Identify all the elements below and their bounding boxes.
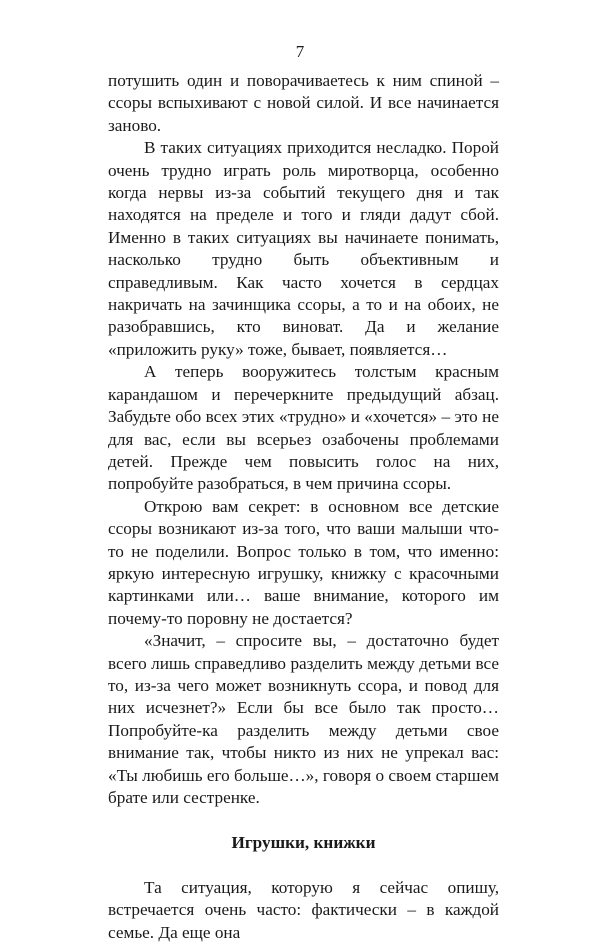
paragraph: В таких ситуациях приходится несладко. Порой очень трудно играть роль миротворца, особенно когда нервы из-за событий текущего дня и так находятся на пределе и того и гляди дадут сбой. Именно в таких ситуациях вы начинаете понимать, насколько трудно быть объективным и справедливым. Как часто хочется в сердцах накричать на зачинщика ссоры, а то и на обоих, не разобравшись, кто виноват. Да и желание «приложить руку» тоже, бывает, появляется…: [108, 138, 499, 359]
paragraph-continuation: потушить один и поворачиваетесь к ним спиной – ссоры вспыхивают с новой силой. И все начинается заново.: [108, 71, 499, 135]
paragraph: А теперь вооружитесь толстым красным карандашом и перечеркните предыдущий абзац. Забудьте обо всех этих «трудно» и «хочется» – это не для вас, если вы всерьез озабочены проблемами детей. Прежде чем повысить голос на них, попробуйте разобраться, в чем причина ссоры.: [108, 362, 499, 494]
page-number: 7: [295, 42, 305, 61]
paragraph: «Значит, – спросите вы, – достаточно будет всего лишь справедливо разделить между детьми все то, из-за чего может возникнуть ссора, и повод для них исчезнет?» Если бы все было так просто… Попробуйте-ка разделить между детьми свое внимание так, чтобы никто из них не упрекал вас: «Ты любишь его больше…», говоря о своем старшем брате или сестренке.: [108, 631, 499, 807]
section-heading: Игрушки, книжки: [231, 833, 376, 853]
page-body: [108, 70, 499, 944]
paragraph: Открою вам секрет: в основном все детские ссоры возникают из-за того, что ваши малыши что-то не поделили. Вопрос только в том, что именно: яркую интересную игрушку, книжку с красочными картинками или… ваше внимание, которого им почему-то поровну не достается?: [108, 496, 499, 628]
paragraph: Та ситуация, которую я сейчас опишу, встречается очень часто: фактически – в каждой семье. Да еще она: [108, 877, 499, 942]
